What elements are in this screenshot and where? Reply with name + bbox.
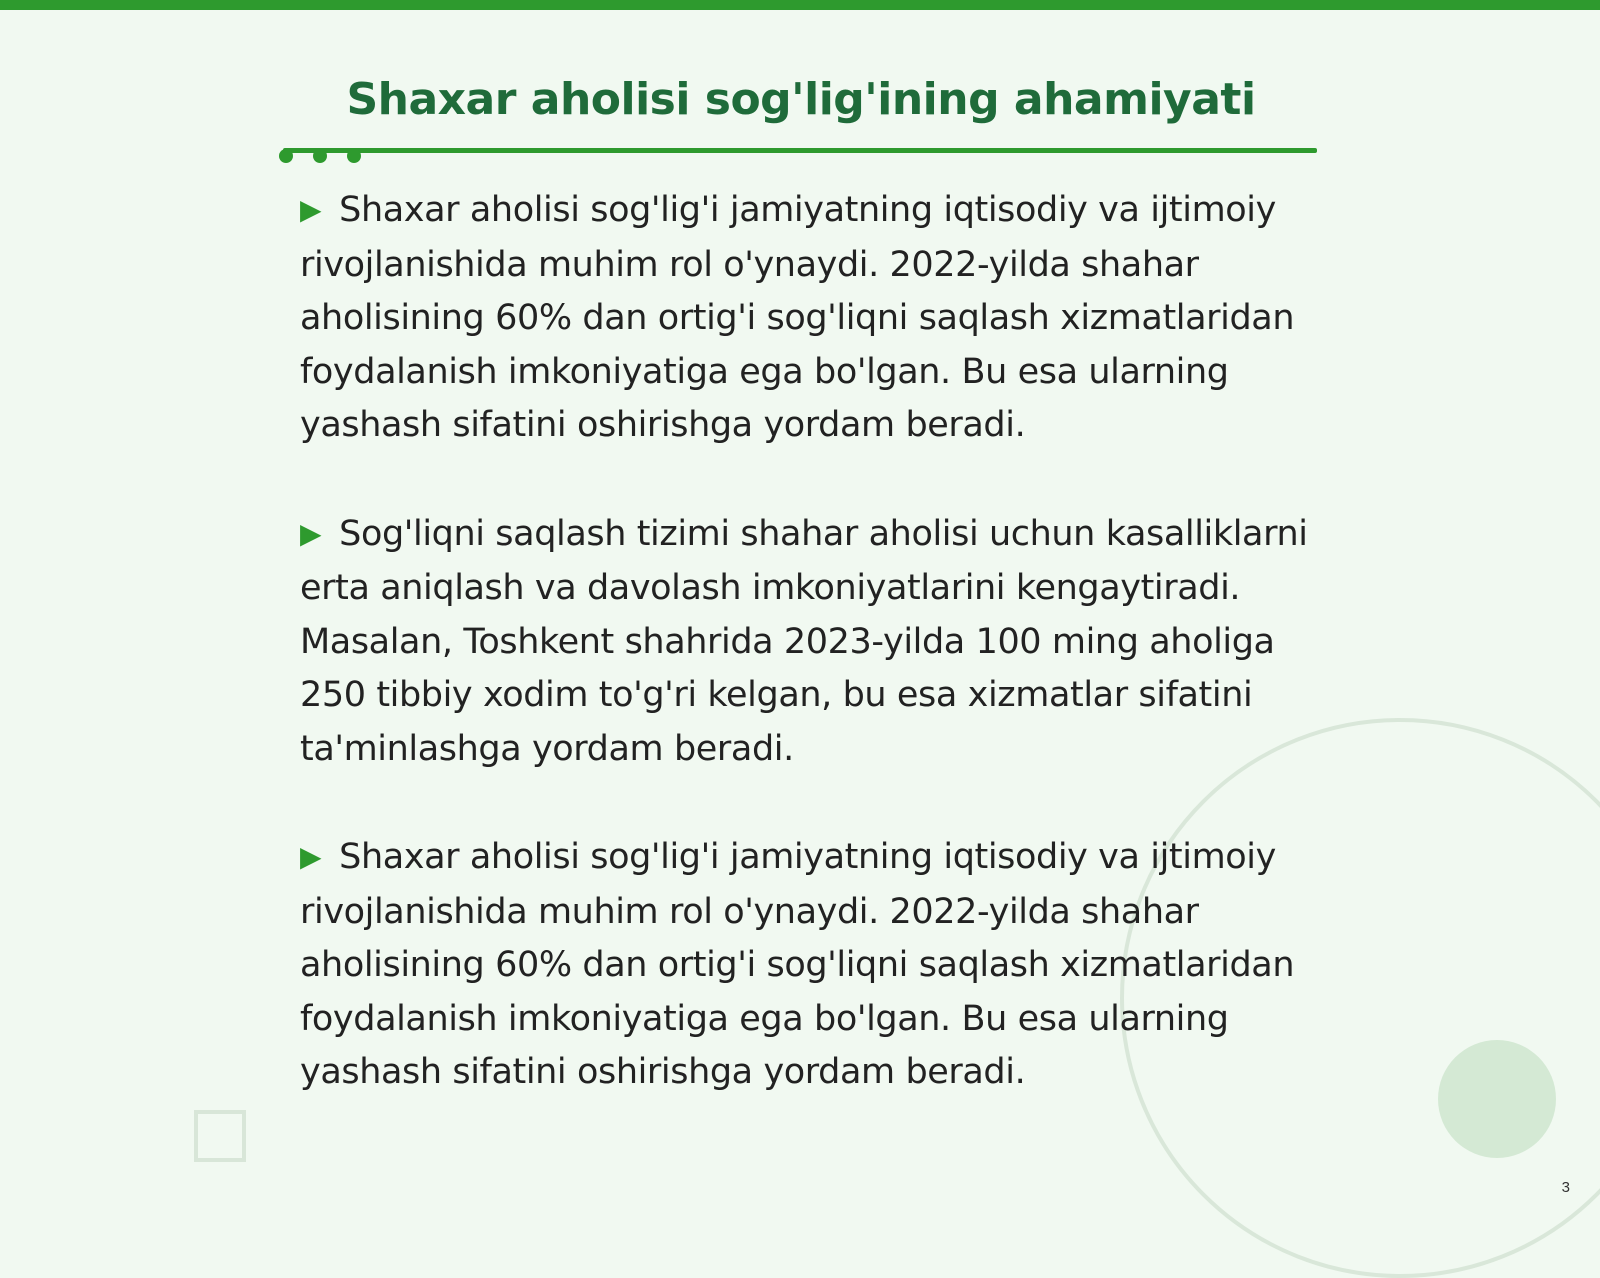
bullet-list [300,184,1330,1155]
bullet-text: Shaxar aholisi sog'lig'i jamiyatning iqtisodiy va ijtimoiy rivojlanishida muhim rol o'ynaydi. 2022-yilda shahar aholisining 60% dan ortig'i sog'liqni saqlash xizmatlaridan foydalanish imkoniyatiga ega bo'lgan. Bu esa ularning yashash sifatini oshirishga yordam beradi. [300,837,1295,1092]
slide-title: Shaxar aholisi sog'lig'ining ahamiyati [346,74,1256,125]
decorative-dot [313,149,327,163]
bullet-text: Shaxar aholisi sog'lig'i jamiyatning iqtisodiy va ijtimoiy rivojlanishida muhim rol o'ynaydi. 2022-yilda shahar aholisining 60% dan ortig'i sog'liqni saqlash xizmatlaridan foydalanish imkoniyatiga ega bo'lgan. Bu esa ularning yashash sifatini oshirishga yordam beradi. [300,190,1295,445]
page-number: 3 [1561,1179,1570,1196]
play-arrow-icon: ▶ [300,840,322,873]
decorative-square [194,1110,246,1162]
bullet-paragraph [300,508,1330,777]
decorative-dot [279,149,293,163]
bullet-text: Sog'liqni saqlash tizimi shahar aholisi uchun kasalliklarni erta aniqlash va davolash imkoniyatlarini kengaytiradi. Masalan, Toshkent shahrida 2023-yilda 100 ming aholiga 250 tibbiy xodim to'g'ri kelgan, bu esa xizmatlar sifatini ta'minlashga yordam beradi. [300,513,1308,769]
bullet-paragraph [300,831,1330,1100]
top-accent-bar [0,0,1600,10]
play-arrow-icon: ▶ [300,193,322,226]
play-arrow-icon: ▶ [300,516,322,550]
decorative-circle [1438,1040,1556,1158]
decorative-dot [347,149,361,163]
title-underline [283,148,1317,153]
bullet-paragraph [300,184,1330,453]
